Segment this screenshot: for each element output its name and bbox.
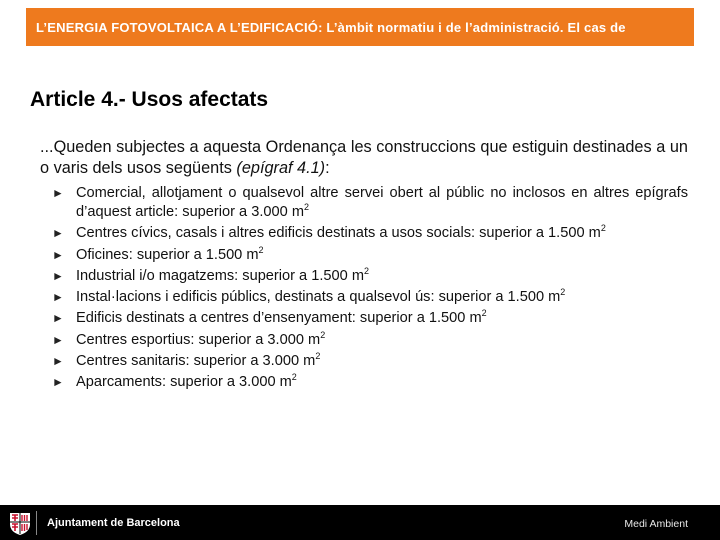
unit: m [291,204,304,220]
list-item-text: Centres sanitaris: superior a 3.000 [76,353,300,370]
bullet-arrow-icon: ► [52,186,64,200]
unit: m [588,225,601,242]
list-item [52,246,688,265]
unit: m [303,353,316,370]
unit: m [308,331,321,348]
header-title: L’ENERGIA FOTOVOLTAICA A L’EDIFICACIÓ: L’àmbit normatiu i de l’administració. El cas de [36,20,626,35]
header-bar [26,8,694,46]
list-item-text: Edificis destinats a centres d’ensenyament: superior a 1.500 [76,310,466,327]
list-item [52,309,688,328]
unit: m [351,267,364,284]
list-item [52,373,688,392]
bullet-arrow-icon: ► [52,290,64,305]
footer-bar [0,505,720,540]
footer-organization: Ajuntament de Barcelona [47,517,180,529]
list-item-text: Comercial, allotjament o qualsevol altre servei obert al públic no inclosos en altres epígrafs d’aquest article: superior a 3.000 [76,185,688,220]
list-item-text: Centres cívics, casals i altres edificis destinats a usos socials: superior a 1.500 [76,225,585,242]
unit-exponent: 2 [303,202,309,212]
list-item [52,331,688,350]
list-item-text: Instal·lacions i edificis públics, destinats a qualsevol ús: superior a 1.500 [76,289,545,306]
unit: m [279,374,292,391]
list-item-text: Industrial i/o magatzems: superior a 1.500 [76,267,348,284]
unit-exponent: 2 [291,372,297,383]
list-item [52,288,688,307]
unit: m [469,310,482,327]
unit: m [246,246,259,263]
bullet-arrow-icon: ► [52,226,64,241]
bullet-arrow-icon: ► [52,268,64,283]
unit-exponent: 2 [258,244,264,255]
list-item [52,352,688,371]
unit-exponent: 2 [600,223,606,234]
list-item-text: Aparcaments: superior a 3.000 [76,374,276,391]
intro-paragraph [40,137,688,179]
article-title: Article 4.- Usos afectats [30,88,269,111]
bullet-arrow-icon: ► [52,247,64,262]
uses-list [52,184,688,395]
list-item [52,184,688,222]
unit-exponent: 2 [315,351,321,362]
list-item-text: Oficines: superior a 1.500 [76,246,243,263]
list-item-text: Centres esportius: superior a 3.000 [76,331,304,348]
footer-divider [36,511,37,535]
bullet-arrow-icon: ► [52,375,64,390]
intro-text: ...Queden subjectes a aquesta Ordenança les construccions que estiguin destinades a un o varis dels usos següents [40,138,688,177]
intro-end: : [325,159,330,177]
unit-exponent: 2 [481,308,487,319]
unit-exponent: 2 [320,329,326,340]
unit-exponent: 2 [560,287,566,298]
barcelona-shield-icon [8,510,32,536]
bullet-arrow-icon: ► [52,354,64,369]
footer-department: Medi Ambient [624,518,688,530]
intro-reference: (epígraf 4.1) [236,159,326,177]
unit-exponent: 2 [363,265,369,276]
list-item [52,224,688,243]
list-item [52,267,688,286]
unit: m [548,289,561,306]
bullet-arrow-icon: ► [52,332,64,347]
bullet-arrow-icon: ► [52,311,64,326]
